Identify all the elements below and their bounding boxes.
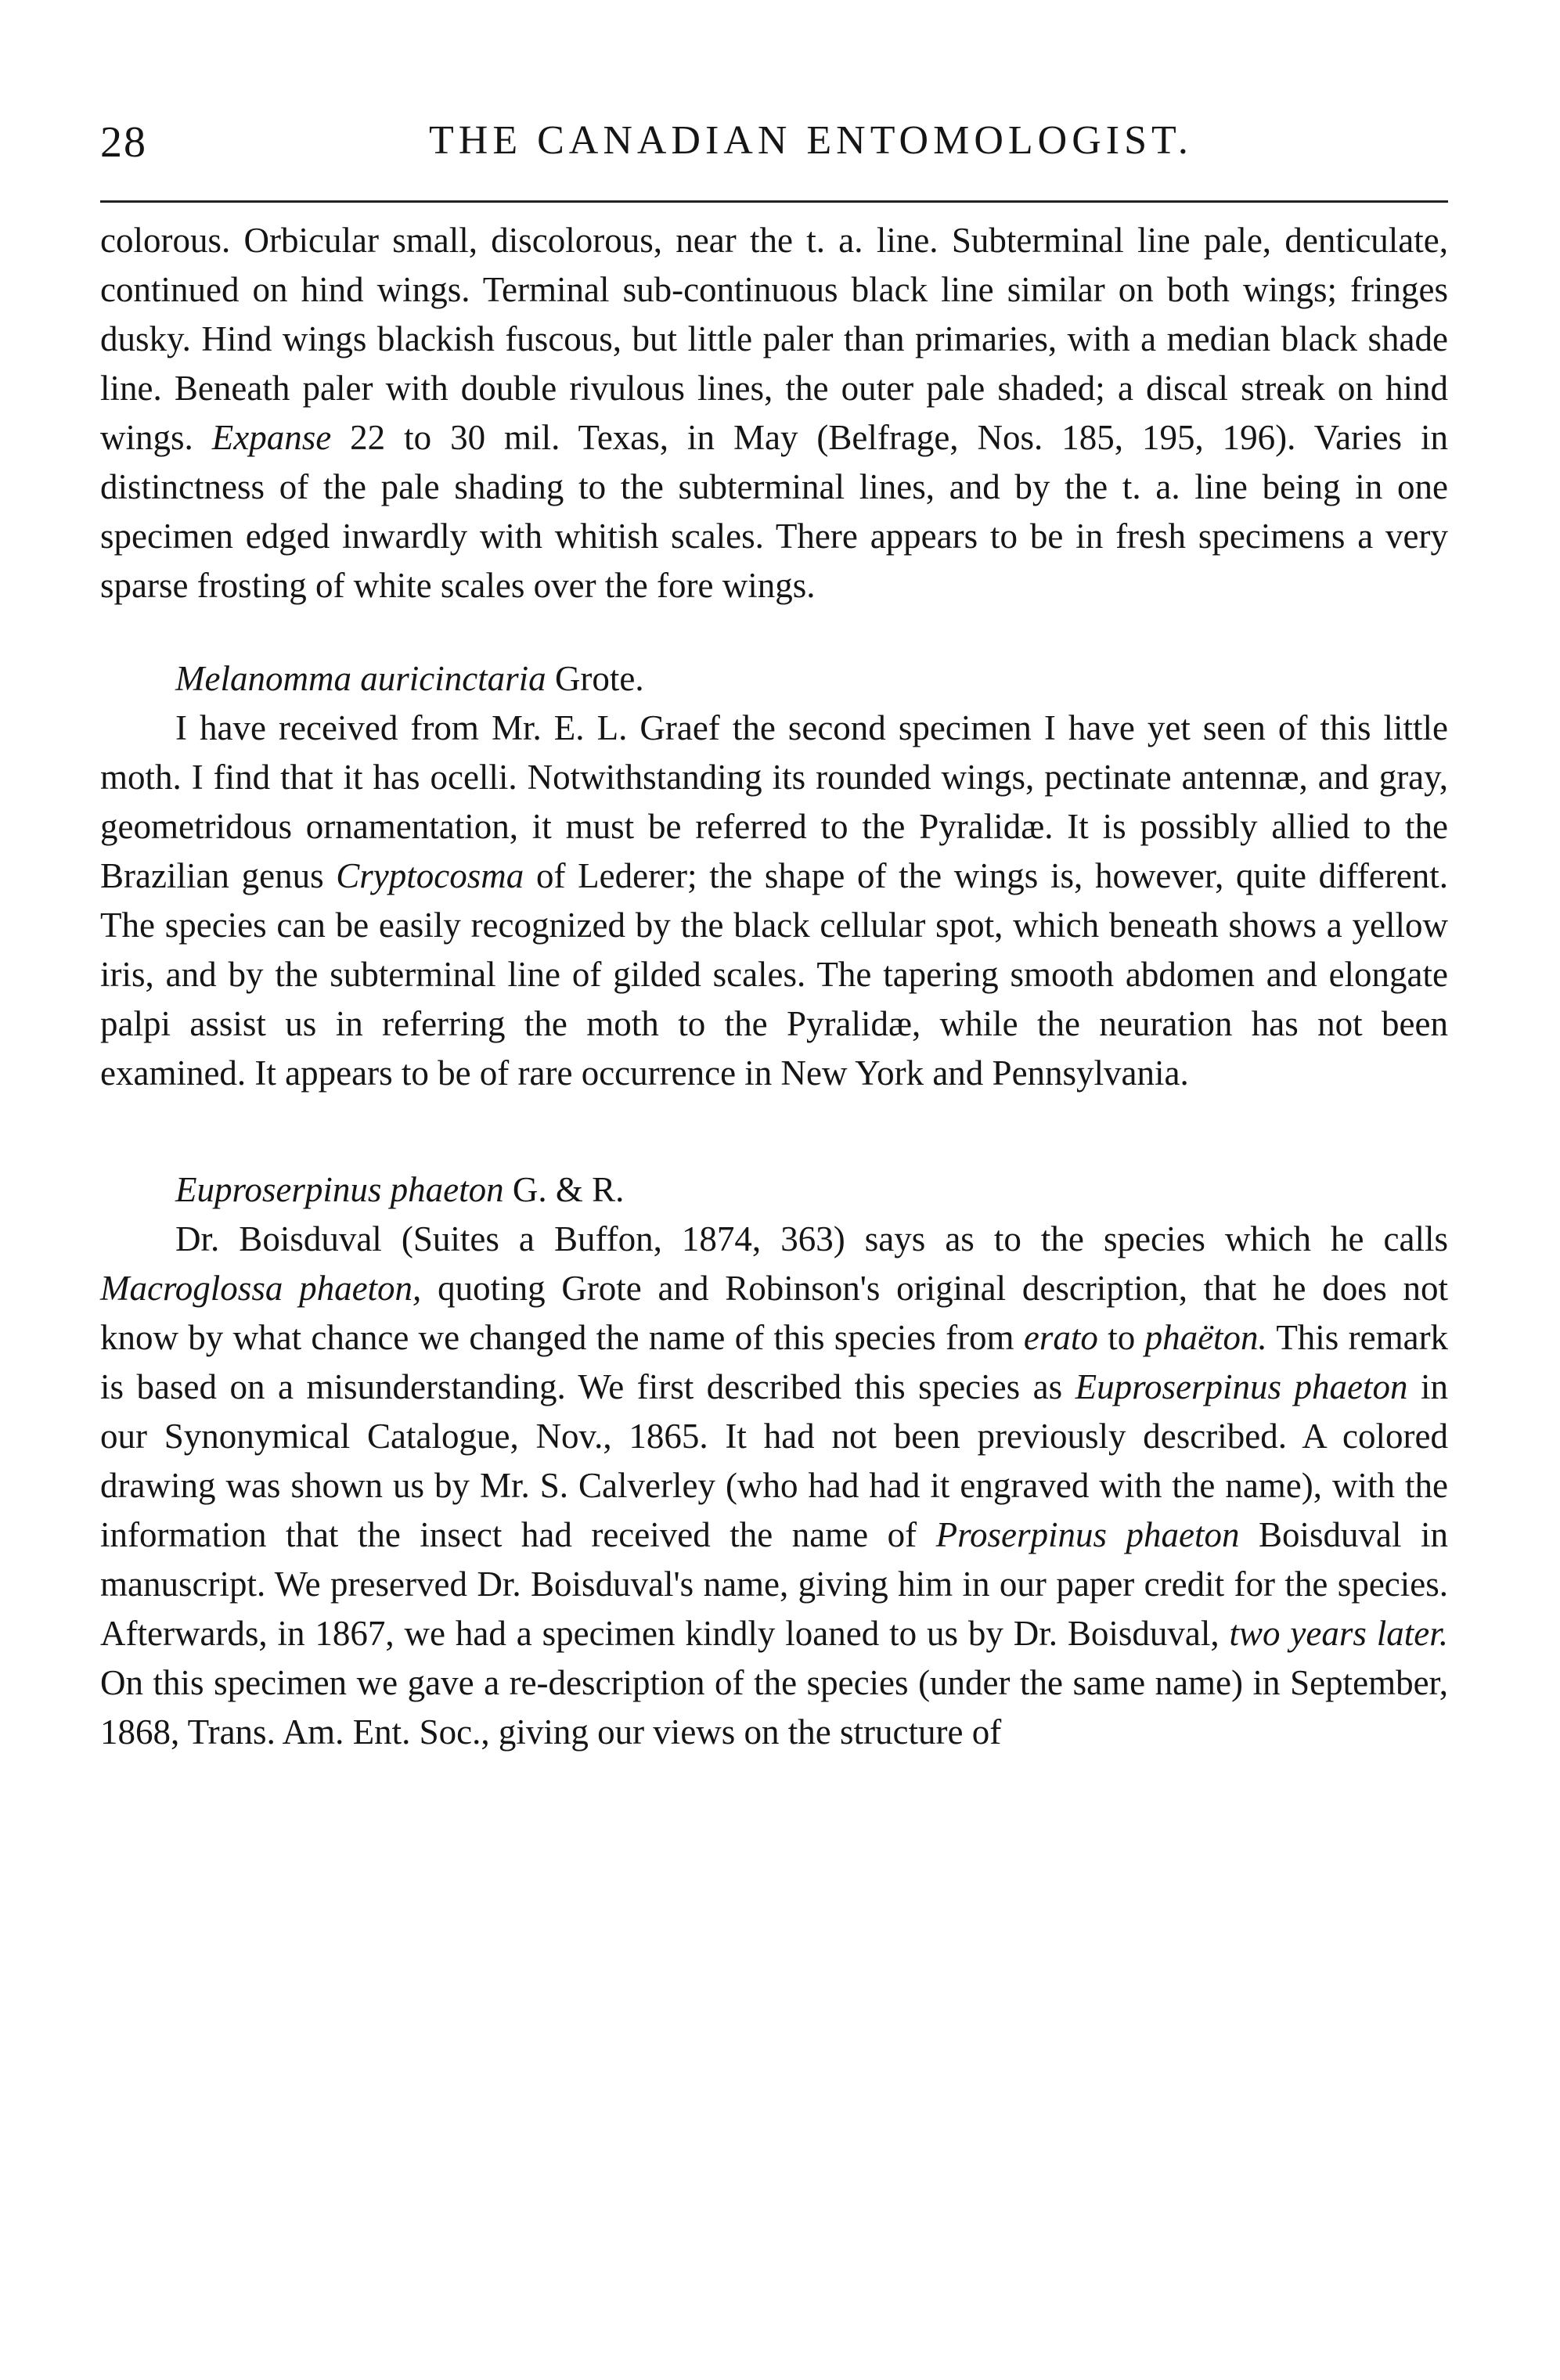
continued-paragraph	[100, 216, 1448, 610]
paragraph-text: 22 to 30 mil. Texas, in May (Belfrage, Nos. 185, 195, 196). Varies in distinctness of the pale shading to the subterminal lines, and by the t. a. line being in one specimen edged inwardly with whitish scales. There appears to be in fresh specimens a very sparse frosting of white scales over the fore wings.	[100, 418, 1448, 605]
paragraph-text: colorous. Orbicular small, discolorous, near the t. a. line. Subterminal line pale, denticulate, continued on hind wings. Terminal sub-continuous black line similar on both wings; fringes dusky. Hind wings blackish fuscous, but little paler than primaries, with a median black shade line. Beneath paler with double rivulous lines, the outer pale shaded; a discal streak on hind wings.	[100, 221, 1448, 457]
paragraph-text: I have received from Mr. E. L. Graef the second specimen I have yet seen of this little moth. I find that it has ocelli. Notwithstanding its rounded wings, pectinate antennæ, and gray, geometridous ornamentation, it must be referred to the Pyralidæ. It is possibly allied to the Brazilian genus	[100, 708, 1448, 895]
running-head	[100, 117, 1448, 180]
body-text	[100, 216, 1448, 1757]
page-number: 28	[100, 118, 147, 167]
species-author: G. & R.	[512, 1170, 625, 1209]
italic-name: Proserpinus phaeton	[935, 1515, 1240, 1554]
italic-phrase: two years later.	[1229, 1614, 1448, 1653]
species-paragraph	[100, 704, 1448, 1098]
header-rule	[100, 200, 1448, 203]
paragraph-text: Dr. Boisduval (Suites a Buffon, 1874, 363) says as to the species which he calls	[175, 1219, 1448, 1258]
paragraph-text: of Lederer; the shape of the wings is, however, quite different. The species can be easily recognized by the black cellular spot, which beneath shows a yellow iris, and by the subterminal line of gilded scales. The tapering smooth abdomen and elongate palpi assist us in referring the moth to the Pyralidæ, while the neuration has not been examined. It appears to be of rare occurrence in New York and Pennsylvania.	[100, 856, 1448, 1093]
species-name: Euproserpinus phaeton	[175, 1170, 504, 1209]
italic-name: erato	[1023, 1318, 1098, 1357]
paragraph-text: in our Synonymical Catalogue, Nov., 1865. It had not been previously described. A colored drawing was shown us by Mr. S. Calverley (who had had it engraved with the name), with the information that the insect had received the name of	[100, 1367, 1448, 1554]
paragraph-text: On this specimen we gave a re-description of the species (under the same name) in September, 1868, Trans. Am. Ent. Soc., giving our views on the structure of	[100, 1663, 1448, 1752]
genus-name: Cryptocosma	[336, 856, 524, 895]
paragraph-text: Boisduval in manuscript. We preserved Dr. Boisduval's name, giving him in our paper credit for the species. Afterwards, in 1867, we had a specimen kindly loaned to us by Dr. Boisduval,	[100, 1515, 1449, 1653]
italic-name: Euproserpinus phaeton	[1075, 1367, 1408, 1406]
species-heading	[100, 654, 1448, 704]
species-name: Melanomma auricinctaria	[175, 659, 546, 698]
species-author: Grote.	[554, 659, 644, 698]
italic-name: Macroglossa phaeton,	[100, 1269, 422, 1308]
species-heading	[100, 1165, 1448, 1215]
expanse-term: Expanse	[211, 418, 332, 457]
species-paragraph	[100, 1215, 1448, 1757]
italic-name: phaëton.	[1144, 1318, 1267, 1357]
paragraph-text: to	[1108, 1318, 1136, 1357]
paragraph-text: quoting Grote and Robinson's original description, that he does not know by what chance we changed the name of this species from	[100, 1269, 1448, 1357]
paragraph-text: This remark is based on a misunderstanding. We first described this species as	[100, 1318, 1449, 1406]
journal-title: THE CANADIAN ENTOMOLOGIST.	[429, 118, 1193, 163]
